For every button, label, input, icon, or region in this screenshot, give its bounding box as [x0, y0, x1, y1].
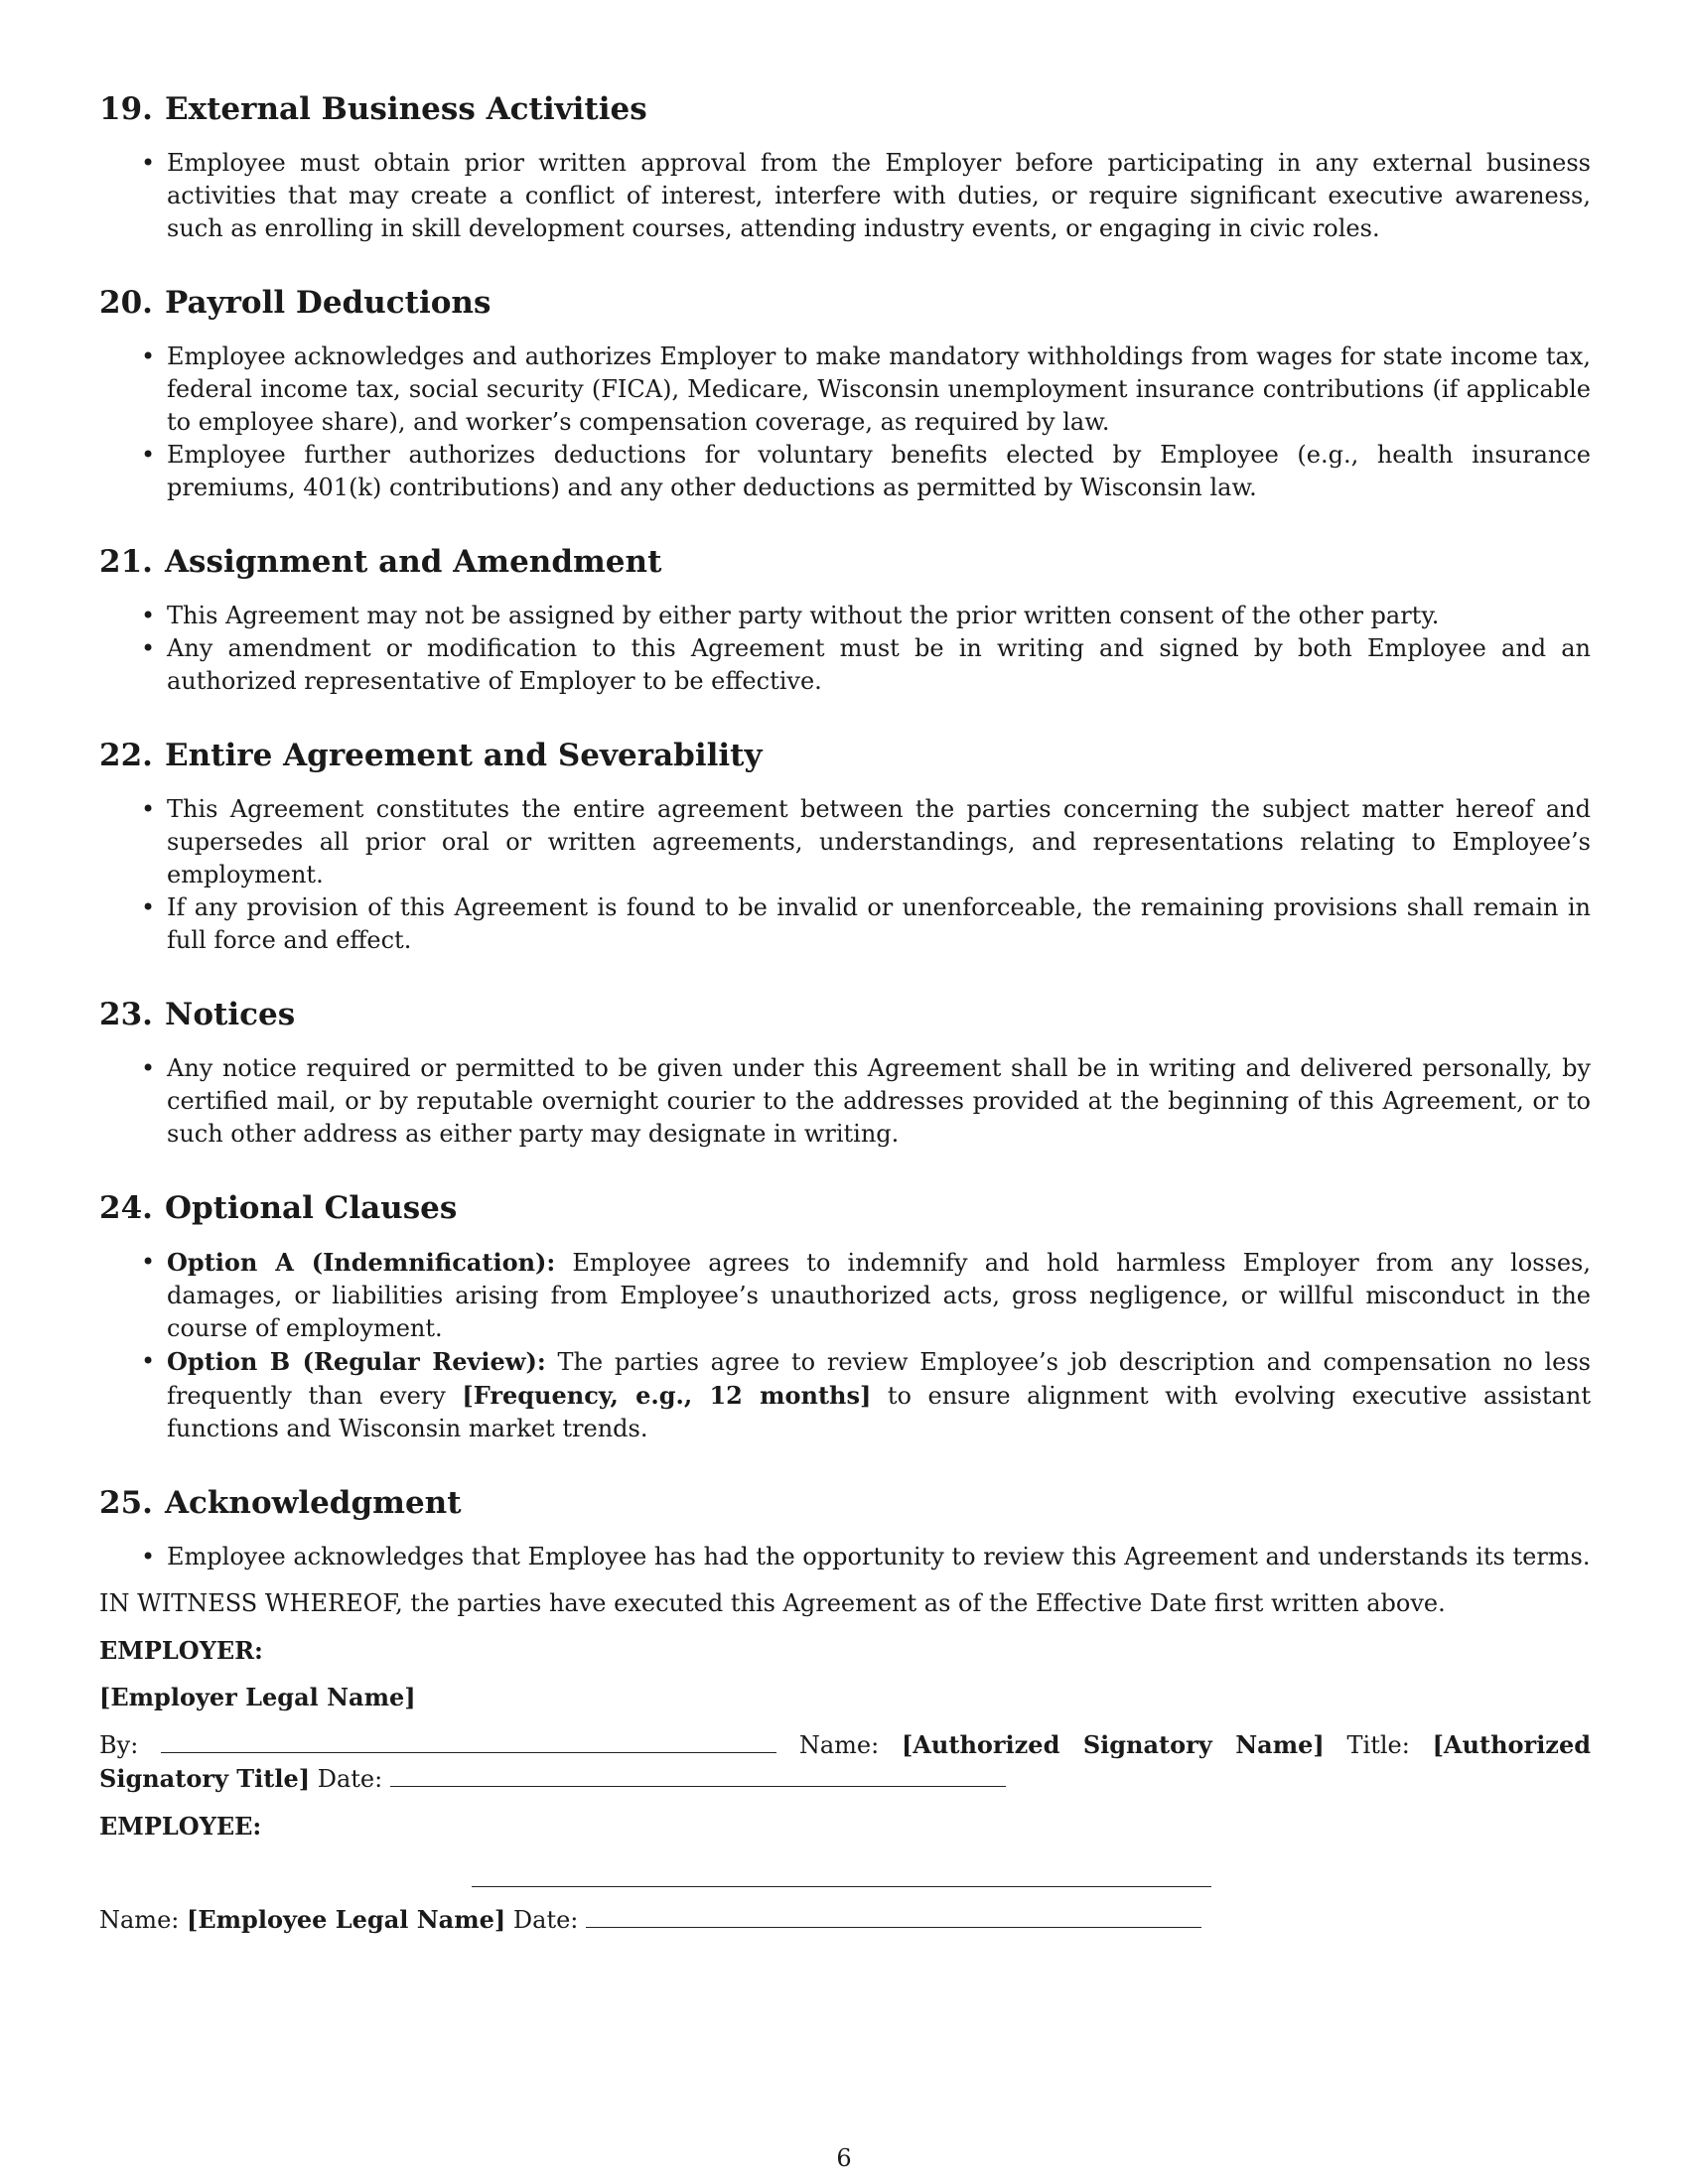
section-number: 19.	[99, 91, 153, 127]
section-title: Optional Clauses	[165, 1190, 458, 1226]
bullet-list	[99, 1246, 1591, 1445]
section-19	[99, 89, 1591, 245]
list-item-text: Employee acknowledges that Employee has had the opportunity to review this Agreement and understands its terms.	[167, 1543, 1591, 1570]
employer-legal-name-text: [Employer Legal Name]	[99, 1683, 416, 1711]
option-a-label: Option A (Indemnification):	[167, 1248, 556, 1277]
list-item	[99, 1541, 1591, 1573]
bullet-icon: •	[141, 893, 156, 921]
signatory-title-placeholder: [Authorized Signatory Title]	[99, 1730, 1591, 1793]
option-a-text: Employee agrees to indemnify and hold harmless Employer from any losses, damages, or liabilities arising from Employee’s unauthorized acts, gross negligence, or willful misconduct in the course of employment.	[167, 1249, 1591, 1342]
option-b-text-continued: to ensure alignment with evolving executive assistant functions and Wisconsin market trends.	[167, 1382, 1591, 1442]
section-20	[99, 283, 1591, 504]
section-22	[99, 736, 1591, 957]
name-label: Name:	[798, 1731, 880, 1759]
list-item	[99, 600, 1591, 632]
employer-legal-name	[99, 1681, 1591, 1714]
section-23	[99, 995, 1591, 1151]
employee-signature-line[interactable]	[472, 1862, 1211, 1887]
name-label: Name:	[99, 1906, 180, 1934]
list-item	[99, 147, 1591, 245]
section-heading	[99, 89, 1591, 129]
list-item-text: Employee must obtain prior written approval from the Employer before participating in any external business activities that may create a conflict of interest, interfere with duties, or require significant executive awareness, such as enrolling in skill development courses, attending industry events, or engaging in civic roles.	[167, 149, 1591, 242]
list-item-text: Employee acknowledges and authorizes Employer to make mandatory withholdings from wages for state income tax, federal income tax, social security (FICA), Medicare, Wisconsin unemployment insurance contributions (if applicable to employee share), and worker’s compensation coverage, as required by law.	[167, 342, 1591, 436]
employer-date-line[interactable]	[390, 1762, 1006, 1787]
section-number: 21.	[99, 544, 153, 580]
witness-statement: IN WITNESS WHEREOF, the parties have executed this Agreement as of the Effective Date first written above.	[99, 1589, 1446, 1617]
document-page	[99, 89, 1591, 1951]
list-item	[99, 439, 1591, 504]
section-heading	[99, 283, 1591, 323]
employee-name-block	[99, 1903, 1591, 1937]
section-21	[99, 542, 1591, 698]
option-b-text: The parties agree to review Employee’s job description and compensation no less frequently than every	[167, 1348, 1591, 1410]
list-item-text: Employee further authorizes deductions for voluntary benefits elected by Employee (e.g., health insurance premiums, 401(k) contributions) and any other deductions as permitted by Wisconsin law.	[167, 441, 1591, 501]
employer-signature-block	[99, 1728, 1591, 1796]
bullet-icon: •	[141, 1248, 156, 1276]
section-title: Payroll Deductions	[165, 285, 492, 321]
bullet-icon: •	[141, 441, 156, 469]
bullet-list	[99, 341, 1591, 504]
list-item	[99, 793, 1591, 891]
section-heading	[99, 1188, 1591, 1228]
section-number: 20.	[99, 285, 153, 321]
bullet-list	[99, 793, 1591, 957]
bullet-icon: •	[141, 602, 156, 629]
section-title: Acknowledgment	[165, 1485, 462, 1521]
section-number: 23.	[99, 997, 153, 1032]
section-number: 25.	[99, 1485, 153, 1521]
list-item-text: This Agreement constitutes the entire agreement between the parties concerning the subject matter hereof and supersedes all prior oral or written agreements, understandings, and representations relating to Employee’s employment.	[167, 795, 1591, 888]
bullet-list	[99, 1541, 1591, 1573]
date-label: Date:	[512, 1906, 579, 1934]
bullet-list	[99, 147, 1591, 245]
section-heading	[99, 542, 1591, 582]
option-b-label: Option B (Regular Review):	[167, 1347, 546, 1376]
date-label: Date:	[317, 1765, 383, 1793]
bullet-icon: •	[141, 149, 156, 177]
list-item	[99, 891, 1591, 957]
option-b-item	[99, 1345, 1591, 1445]
option-a-item	[99, 1246, 1591, 1345]
bullet-icon: •	[141, 1543, 156, 1570]
bullet-icon: •	[141, 342, 156, 370]
employer-heading: EMPLOYER:	[99, 1636, 263, 1665]
bullet-icon: •	[141, 1347, 156, 1375]
employee-date-line[interactable]	[586, 1903, 1201, 1928]
employee-heading: EMPLOYEE:	[99, 1812, 262, 1841]
section-title: Assignment and Amendment	[165, 544, 662, 580]
section-heading	[99, 995, 1591, 1034]
employer-signature-line[interactable]	[161, 1728, 776, 1753]
list-item	[99, 341, 1591, 439]
section-number: 24.	[99, 1190, 153, 1226]
frequency-placeholder: [Frequency, e.g., 12 months]	[462, 1381, 872, 1410]
list-item-text: Any amendment or modification to this Agreement must be in writing and signed by both Employee and an authorized representative of Employer to be effective.	[167, 634, 1591, 695]
list-item-text: Any notice required or permitted to be given under this Agreement shall be in writing and delivered personally, by certified mail, or by reputable overnight courier to the addresses provided at the beginning of this Agreement, or to such other address as either party may designate in writing.	[167, 1054, 1591, 1148]
section-24	[99, 1188, 1591, 1445]
section-title: Notices	[165, 997, 296, 1032]
list-item-text: If any provision of this Agreement is found to be invalid or unenforceable, the remaining provisions shall remain in full force and effect.	[167, 893, 1591, 954]
title-label: Title:	[1346, 1731, 1410, 1759]
bullet-icon: •	[141, 795, 156, 823]
section-25	[99, 1483, 1591, 1573]
section-title: Entire Agreement and Severability	[165, 738, 763, 773]
bullet-icon: •	[141, 634, 156, 662]
bullet-list	[99, 1052, 1591, 1151]
bullet-list	[99, 600, 1591, 698]
section-number: 22.	[99, 738, 153, 773]
section-heading	[99, 736, 1591, 775]
page-number: 6	[836, 2144, 852, 2172]
section-title: External Business Activities	[165, 91, 647, 127]
by-label: By:	[99, 1731, 139, 1759]
section-heading	[99, 1483, 1591, 1523]
list-item	[99, 632, 1591, 698]
list-item	[99, 1052, 1591, 1151]
bullet-icon: •	[141, 1054, 156, 1082]
signatory-name-placeholder: [Authorized Signatory Name]	[901, 1730, 1325, 1759]
list-item-text: This Agreement may not be assigned by either party without the prior written consent of the other party.	[167, 602, 1440, 629]
employee-legal-name: [Employee Legal Name]	[187, 1905, 506, 1934]
